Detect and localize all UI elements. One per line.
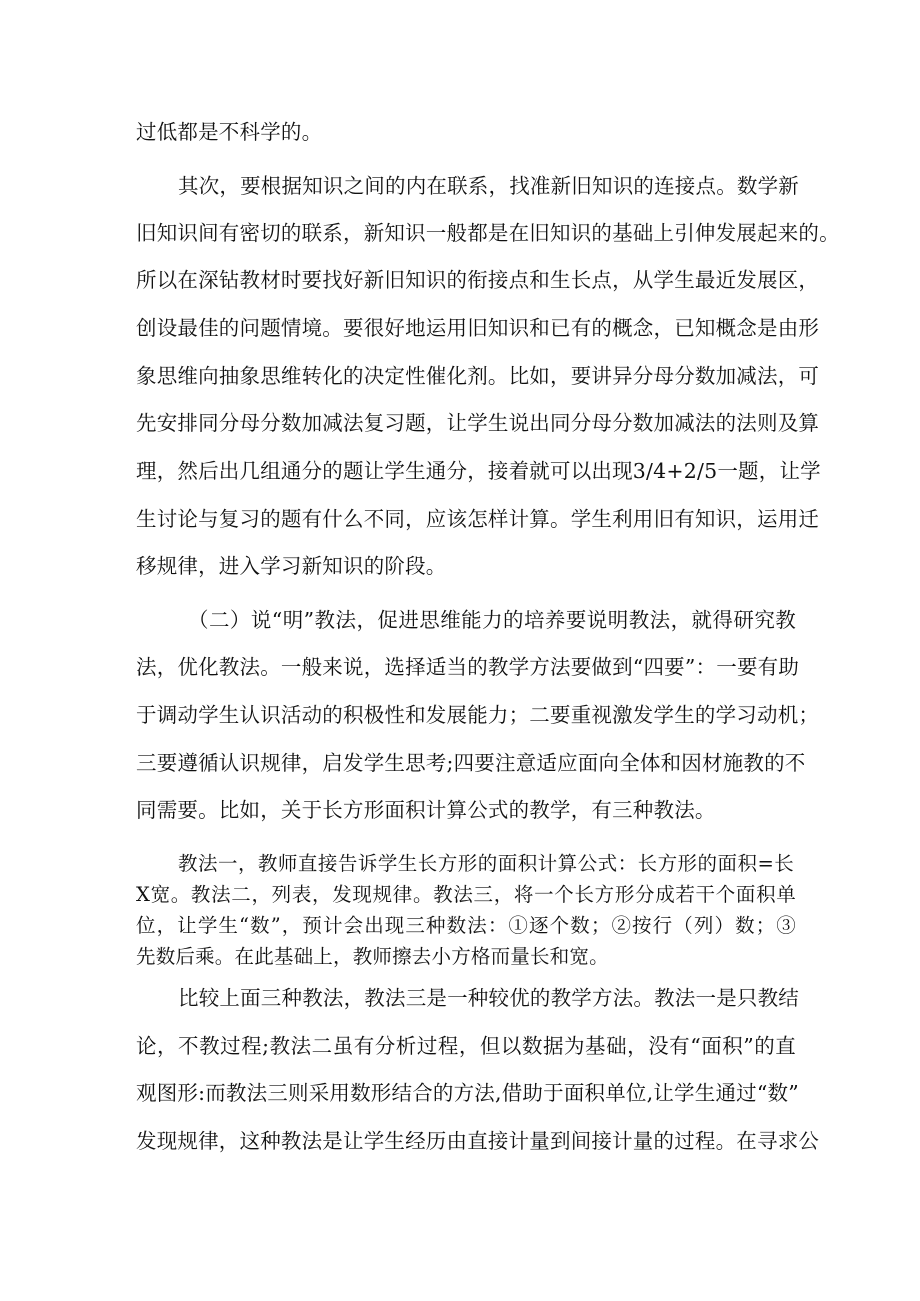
text-line: 教法一，教师直接告诉学生长方形的面积计算公式：长方形的面积=长 <box>178 852 794 875</box>
text-line: 同需要。比如，关于长方形面积计算公式的教学，有三种教法。 <box>136 798 716 822</box>
text-line: 论，不教过程;教法二虽有分析过程，但以数据为基础，没有“面积”的直 <box>136 1034 796 1058</box>
text-line: 发现规律，这种教法是让学生经历由直接计量到间接计量的过程。在寻求公 <box>136 1129 820 1153</box>
text-line: （二）说“明”教法，促进思维能力的培养要说明教法，就得研究教 <box>188 608 796 632</box>
text-line: 三要遵循认识规律，启发学生思考;四要注意适应面向全体和因材施教的不 <box>136 751 806 775</box>
text-line: 其次，要根据知识之间的内在联系，找准新旧知识的连接点。数学新 <box>178 174 799 198</box>
text-line: 生讨论与复习的题有什么不同，应该怎样计算。学生利用旧有知识，运用迁 <box>136 507 820 531</box>
text-line: 旧知识间有密切的联系，新知识一般都是在旧知识的基础上引伸发展起来的。 <box>136 221 840 245</box>
text-line: 创设最佳的问题情境。要很好地运用旧知识和已有的概念，已知概念是由形 <box>136 316 820 340</box>
text-line: 位，让学生“数”，预计会出现三种数法：①逐个数；②按行（列）数；③ <box>136 914 796 937</box>
text-line: X宽。教法二，列表，发现规律。教法三，将一个长方形分成若干个面积单 <box>136 883 796 906</box>
text-line: 所以在深钻教材时要找好新旧知识的衔接点和生长点，从学生最近发展区， <box>136 268 820 292</box>
text-line: 于调动学生认识活动的积极性和发展能力；二要重视激发学生的学习动机； <box>136 703 820 727</box>
text-line: 先数后乘。在此基础上，教师擦去小方格而量长和宽。 <box>136 945 609 968</box>
text-line: 观图形:而教法三则采用数形结合的方法,借助于面积单位,让学生通过“数” <box>136 1081 799 1105</box>
text-line: 移规律，进入学习新知识的阶段。 <box>136 554 447 578</box>
text-line: 先安排同分母分数加减法复习题，让学生说出同分母分数加减法的法则及算 <box>136 411 820 435</box>
text-line: 象思维向抽象思维转化的决定性催化剂。比如，要讲异分母分数加减法，可 <box>136 364 820 388</box>
text-line: 理，然后出几组通分的题让学生通分，接着就可以出现3/4+2/5一题，让学 <box>136 459 821 483</box>
text-line: 法，优化教法。一般来说，选择适当的教学方法要做到“四要”：一要有助 <box>136 655 800 679</box>
text-line: 比较上面三种教法，教法三是一种较优的教学方法。教法一是只教结 <box>178 986 799 1010</box>
text-line: 过低都是不科学的。 <box>136 120 323 144</box>
